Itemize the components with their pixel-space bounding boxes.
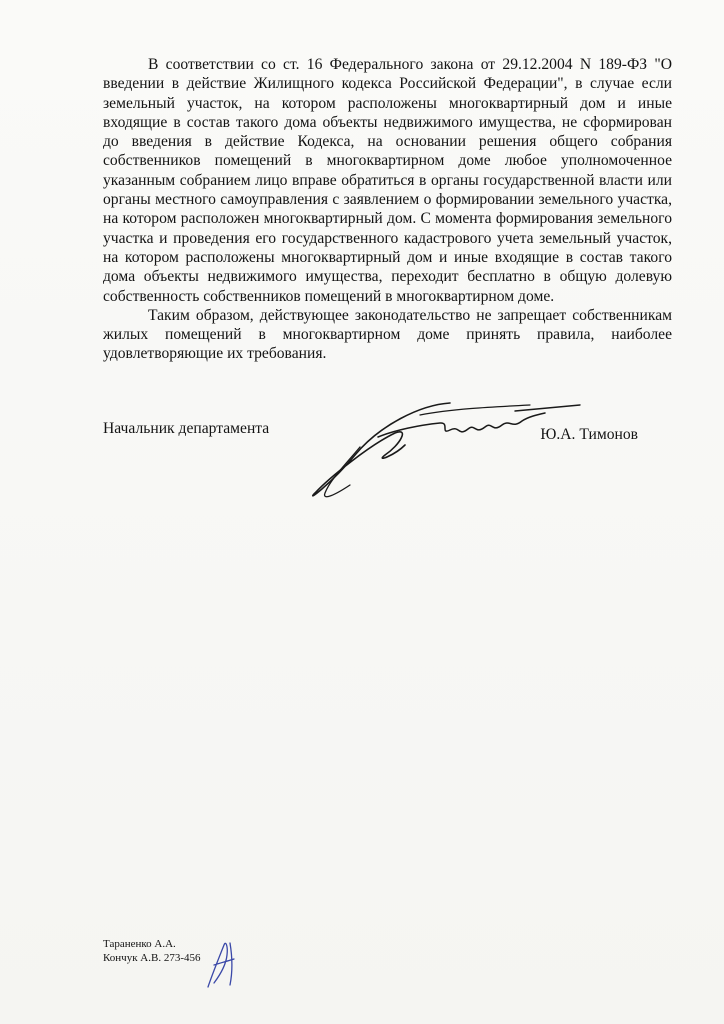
executor-line-1: Тараненко А.А. xyxy=(103,938,176,950)
executors-footer xyxy=(103,937,201,965)
signer-name: Ю.А. Тимонов xyxy=(540,426,638,443)
paragraph-law-reference: В соответствии со ст. 16 Федерального закона от 29.12.2004 N 189-ФЗ "О введении в действие Жилищного кодекса Российской Федерации", в случае если земельный участок, на котором расположены многоквартирный дом и иные входящие в состав такого дома объекты недвижимого имущества, не сформирован до введения в действие Кодекса, на основании решения общего собрания собственников помещений в многоквартирном доме любое уполномоченное указанным собранием лицо вправе обратиться в органы государственной власти или органы местного самоуправления с заявлением о формировании земельного участка, на котором расположен многоквартирный дом. С момента формирования земельного участка и проведения его государственного кадастрового учета земельный участок, на котором расположены многоквартирный дом и иные входящие в состав такого дома объекты недвижимого имущества, переходит бесплатно в общую долевую собственность собственников помещений в многоквартирном доме. xyxy=(103,56,672,305)
handwritten-initials xyxy=(200,935,240,995)
handwritten-signature xyxy=(300,385,600,515)
paragraph-conclusion: Таким образом, действующее законодательство не запрещает собственникам жилых помещений в многоквартирном доме принять правила, наиболее удовлетворяющие их требования. xyxy=(103,306,672,363)
executor-line-2: Кончук А.В. 273-456 xyxy=(103,952,201,964)
signer-position: Начальник департамента xyxy=(103,420,270,437)
letter-body xyxy=(103,55,672,364)
